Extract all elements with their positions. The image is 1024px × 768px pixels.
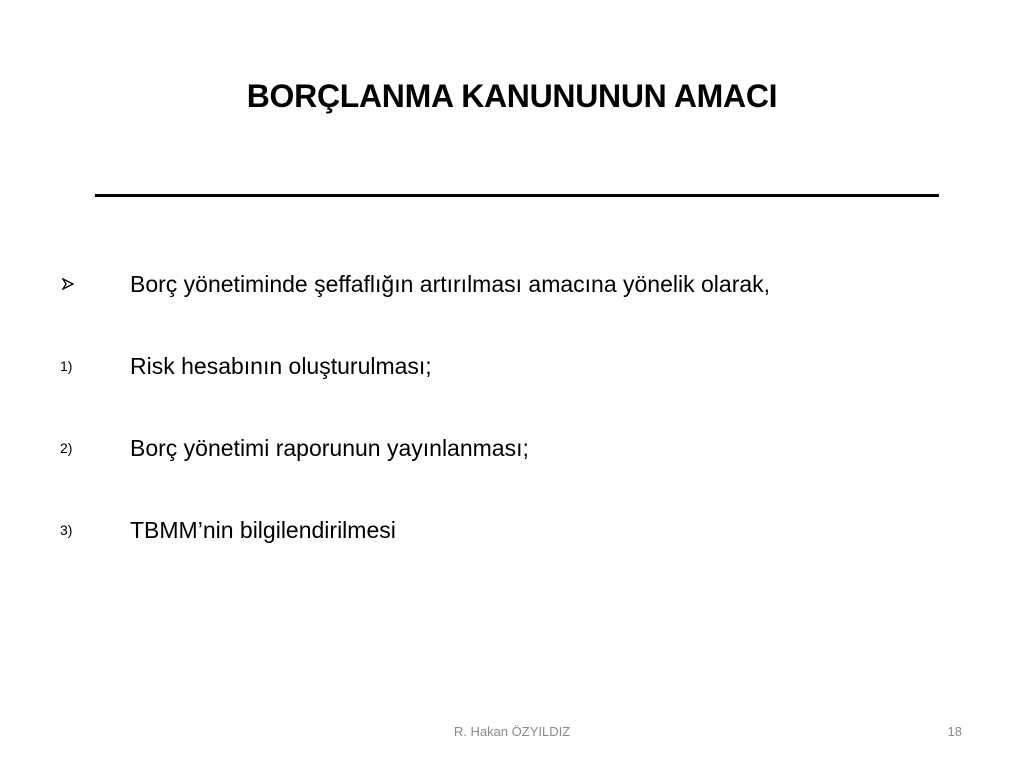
footer-author: R. Hakan ÖZYILDIZ [453,724,571,739]
list-item [0,510,1024,550]
list-item-number: 3) [60,522,73,538]
list-item [0,264,1024,304]
list-item-text: Borç yönetimi raporunun yayınlanması; [130,435,529,461]
arrow-bullet-icon [62,278,74,290]
slide-title: BORÇLANMA KANUNUNUN AMACI [246,78,778,114]
list-item-text: TBMM’nin bilgilendirilmesi [130,517,396,543]
list-item-text: Risk hesabının oluşturulması; [130,353,432,379]
title-underline [95,194,939,197]
page-number: 18 [947,724,962,739]
list-item [0,346,1024,386]
list-item [0,428,1024,468]
list-item-number: 2) [60,440,73,456]
list-item-number: 1) [60,358,73,374]
list-item-text: Borç yönetiminde şeffaflığın artırılması amacına yönelik olarak, [130,271,771,297]
